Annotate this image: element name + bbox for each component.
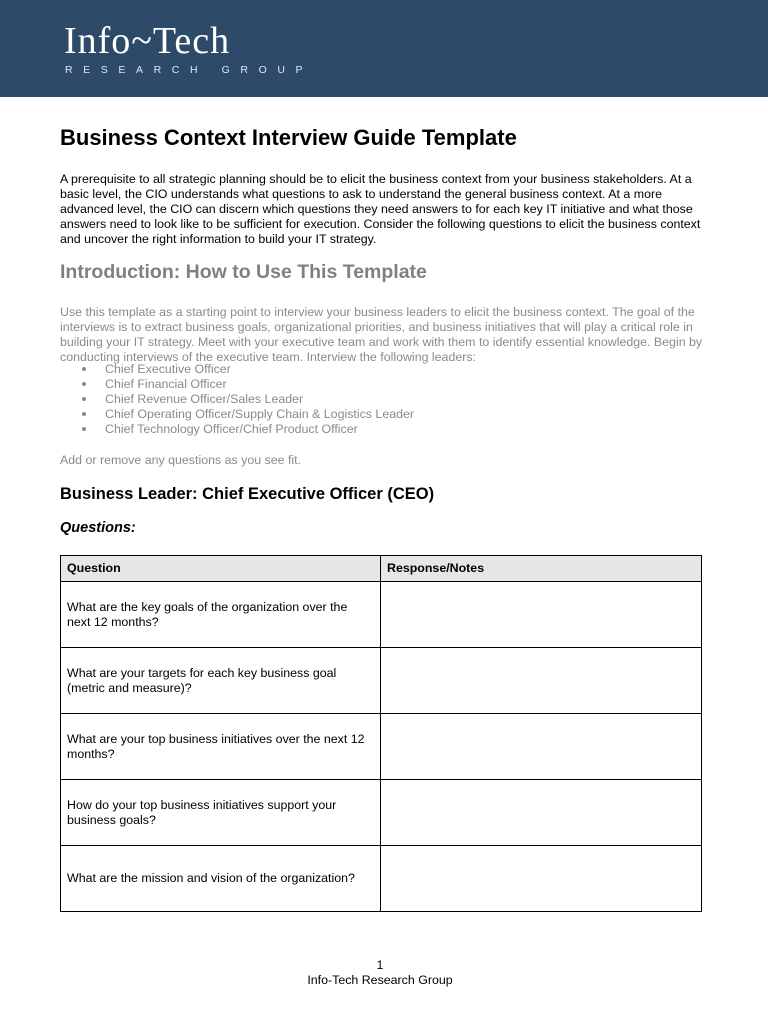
question-cell: What are the key goals of the organization over the next 12 months?: [61, 582, 381, 648]
question-cell: How do your top business initiatives support your business goals?: [61, 780, 381, 846]
questions-label: Questions:: [60, 520, 136, 536]
company-logo-subtitle: RESEARCH GROUP: [65, 64, 314, 76]
question-cell: What are the mission and vision of the organization?: [61, 846, 381, 912]
list-item: Chief Technology Officer/Chief Product Officer: [60, 422, 414, 437]
table-row: [61, 846, 702, 912]
business-leader-heading: Business Leader: Chief Executive Officer (CEO): [60, 485, 435, 503]
header-banner: [0, 0, 768, 97]
page-footer: [0, 958, 760, 988]
question-cell: What are your top business initiatives over the next 12 months?: [61, 714, 381, 780]
response-cell[interactable]: [381, 714, 702, 780]
list-item: Chief Executive Officer: [60, 362, 414, 377]
table-header-row: [61, 556, 702, 582]
note-paragraph: Add or remove any questions as you see fit.: [60, 453, 302, 467]
question-cell: What are your targets for each key business goal (metric and measure)?: [61, 648, 381, 714]
response-cell[interactable]: [381, 846, 702, 912]
table-row: [61, 714, 702, 780]
company-logo: Info~Tech: [64, 20, 231, 62]
column-header-question: Question: [61, 556, 381, 582]
column-header-response: Response/Notes: [381, 556, 702, 582]
table-row: [61, 582, 702, 648]
document-title: Business Context Interview Guide Template: [60, 125, 517, 150]
how-to-paragraph: Use this template as a starting point to interview your business leaders to elicit the business context. The goal of the interviews is to extract business goals, organizational priorities, and business initiatives that will play a critical role in building your IT strategy. Meet with your executive team and work with them to identify essential knowledge. Begin by conducting interviews of the executive team. Interview the following leaders:: [60, 305, 703, 364]
page-number: 1: [376, 958, 384, 972]
leaders-list: [60, 362, 414, 437]
response-cell[interactable]: [381, 582, 702, 648]
list-item: Chief Revenue Officer/Sales Leader: [60, 392, 414, 407]
questions-table: [60, 555, 702, 912]
section-heading-introduction: Introduction: How to Use This Template: [60, 261, 427, 283]
footer-company-name: Info-Tech Research Group: [307, 973, 453, 987]
intro-paragraph: A prerequisite to all strategic planning should be to elicit the business context from your business stakeholders. At a basic level, the CIO understands what questions to ask to understand the general business context. At a more advanced level, the CIO can discern which questions they need answers to for each key IT initiative and what those answers need to look like to be sufficient for execution. Consider the following questions to elicit the business context and uncover the right information to build your IT strategy.: [60, 172, 701, 246]
response-cell[interactable]: [381, 648, 702, 714]
list-item: Chief Operating Officer/Supply Chain & Logistics Leader: [60, 407, 414, 422]
table-row: [61, 780, 702, 846]
list-item: Chief Financial Officer: [60, 377, 414, 392]
table-row: [61, 648, 702, 714]
response-cell[interactable]: [381, 780, 702, 846]
